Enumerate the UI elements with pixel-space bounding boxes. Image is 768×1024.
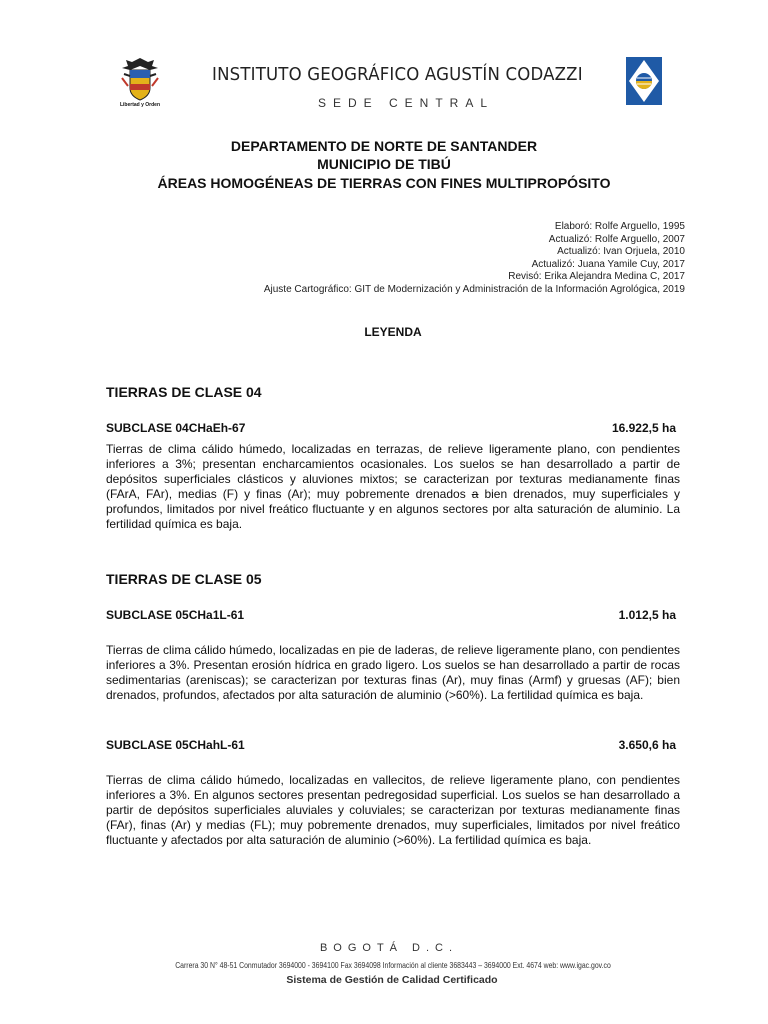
credit-line: Actualizó: Rolfe Arguello, 2007: [548, 233, 685, 245]
subclass-04chaeh-67-row: [106, 421, 676, 435]
credit-line: Revisó: Erika Alejandra Medina C, 2017: [508, 271, 685, 283]
emblem-motto: Libertad y Orden: [119, 102, 160, 108]
legend-heading: LEYENDA: [364, 325, 422, 339]
subclass-code: SUBCLASE 04CHaEh-67: [106, 421, 246, 435]
subclass-05cha1l-61-row: [106, 608, 676, 622]
subclass-description: [106, 442, 680, 532]
credit-line: Actualizó: Ivan Orjuela, 2010: [557, 246, 685, 258]
credit-line: Actualizó: Juana Yamile Cuy, 2017: [531, 258, 685, 270]
institute-name: INSTITUTO GEOGRÁFICO AGUSTÍN CODAZZI: [212, 64, 583, 85]
footer-city: BOGOTÁ D.C.: [319, 942, 459, 954]
subclass-code: SUBCLASE 05CHahL-61: [106, 738, 245, 752]
igac-logo-icon: [625, 56, 663, 106]
credit-line: Ajuste Cartográfico: GIT de Modernización y Administración de la Información Agrológica, 2019: [263, 283, 685, 295]
description-text: Tierras de clima cálido húmedo, localizadas en terrazas, de relieve ligeramente plano, con pendientes inferiores a 3%; presentan encharcamientos ocasionales. Los suelos se han desarrollado a partir de depósitos superficiales clásticos y aluviones mixtos; se caracterizan por texturas medianamente finas (FArA, FAr), medias (F) y finas (Ar); muy pobremente drenados: [106, 442, 680, 501]
subclass-description: Tierras de clima cálido húmedo, localizadas en pie de laderas, de relieve ligeramente plano, con pendientes inferiores a 3%. Presentan erosión hídrica en grado ligero. Los suelos se han desarrollado a partir de rocas sedimentarias (areniscas); se caracterizan por texturas finas (Ar), muy finas (Armf) y gruesas (AF); bien drenados, profundos, afectados por alta saturación de aluminio (>60%). La fertilidad química es baja.: [106, 643, 680, 702]
department-title: DEPARTAMENTO DE NORTE DE SANTANDER: [230, 138, 538, 154]
class-05-heading: TIERRAS DE CLASE 05: [106, 571, 262, 587]
subclass-area: 3.650,6 ha: [618, 738, 676, 752]
subclass-code: SUBCLASE 05CHa1L-61: [106, 608, 245, 622]
quality-system-label: Sistema de Gestión de Calidad Certificado: [286, 974, 498, 986]
subclass-05chahl-61-row: [106, 738, 676, 752]
struck-text: a: [471, 487, 479, 501]
colombia-coat-of-arms-icon: [118, 56, 162, 112]
subclass-area: 16.922,5 ha: [611, 421, 676, 435]
credits-block: [264, 221, 685, 297]
description-text: bien drenados, muy superficiales y profundos, limitados por nivel freático fluctuante y en algunos sectores por alta saturación de aluminio. La fertilidad química es baja.: [106, 487, 680, 531]
subclass-area: 1.012,5 ha: [618, 608, 676, 622]
municipality-title: MUNICIPIO DE TIBÚ: [317, 156, 451, 172]
class-04-heading: TIERRAS DE CLASE 04: [106, 384, 262, 400]
document-title: ÁREAS HOMOGÉNEAS DE TIERRAS CON FINES MULTIPROPÓSITO: [157, 175, 611, 191]
credit-line: Elaboró: Rolfe Arguello, 1995: [554, 221, 685, 232]
footer-address: Carrera 30 N° 48-51 Conmutador 3694000 - 3694100 Fax 3694098 Información al cliente 3683443 – 3694000 Ext. 4674 web: www.igac.gov.co: [175, 961, 611, 970]
sede-label: SEDE CENTRAL: [318, 96, 495, 110]
subclass-description: Tierras de clima cálido húmedo, localizadas en vallecitos, de relieve ligeramente plano, con pendientes inferiores a 3%. En algunos sectores presentan pedregosidad superficial. Los suelos se han desarrollado a partir de depósitos superficiales aluviales y coluviales; se caracterizan por texturas medianamente finas (FAr), finas (Ar) y medias (FL); muy pobremente drenados, muy superficiales, limitados por nivel freático fluctuante y afectados por alta saturación de aluminio (>60%). La fertilidad química es baja.: [106, 773, 680, 847]
